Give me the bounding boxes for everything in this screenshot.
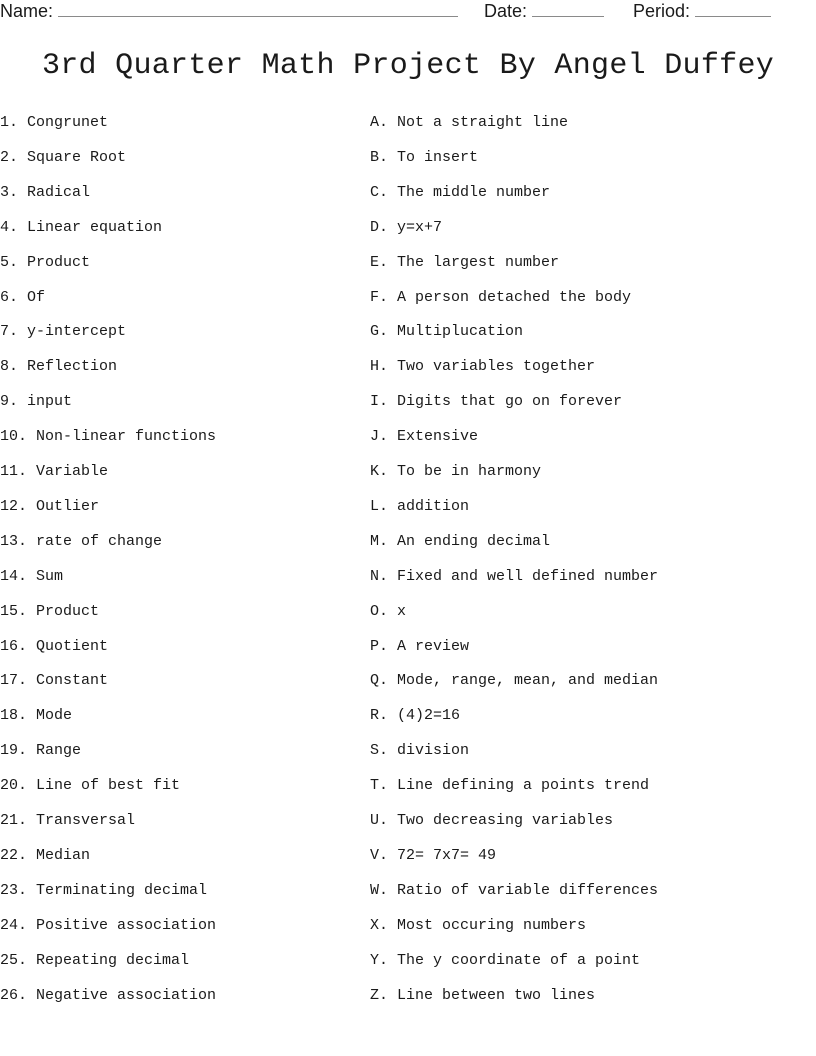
term-text: 5. Product bbox=[0, 253, 91, 271]
term-text: 19. Range bbox=[0, 742, 82, 760]
definition-text: Z. Line between two lines bbox=[370, 986, 596, 1004]
term-text: 13. rate of change bbox=[0, 532, 163, 550]
page-title: 3rd Quarter Math Project By Angel Duffey bbox=[41, 49, 775, 83]
list-item bbox=[0, 845, 816, 867]
list-item bbox=[0, 287, 816, 309]
term-text: 16. Quotient bbox=[0, 637, 109, 655]
date-label: Date: bbox=[484, 1, 528, 21]
definition-text: H. Two variables together bbox=[370, 358, 596, 376]
list-item bbox=[0, 705, 816, 727]
list-item bbox=[0, 880, 816, 902]
definition-text: V. 72= 7x7= 49 bbox=[370, 846, 497, 864]
date-blank-line bbox=[532, 2, 604, 17]
worksheet-header bbox=[0, 0, 816, 24]
list-item bbox=[0, 356, 816, 378]
definition-text: P. A review bbox=[370, 637, 470, 655]
term-text: 10. Non-linear functions bbox=[0, 428, 217, 446]
list-item bbox=[0, 601, 816, 623]
list-item bbox=[0, 147, 816, 169]
term-text: 3. Radical bbox=[0, 183, 91, 201]
list-item bbox=[0, 496, 816, 518]
list-item bbox=[0, 985, 816, 1007]
definition-text: S. division bbox=[370, 742, 470, 760]
definition-text: K. To be in harmony bbox=[370, 463, 542, 480]
definition-text: D. y=x+7 bbox=[370, 218, 443, 236]
definition-text: X. Most occuring numbers bbox=[370, 916, 587, 934]
term-text: 23. Terminating decimal bbox=[0, 881, 208, 899]
definition-text: A. Not a straight line bbox=[370, 114, 569, 131]
name-field bbox=[0, 0, 458, 22]
name-blank-line bbox=[58, 2, 458, 17]
list-item bbox=[0, 252, 816, 274]
list-item bbox=[0, 566, 816, 588]
term-text: 4. Linear equation bbox=[0, 218, 163, 236]
definition-text: B. To insert bbox=[370, 148, 479, 166]
term-text: 18. Mode bbox=[0, 707, 73, 725]
list-item bbox=[0, 426, 816, 448]
definition-text: I. Digits that go on forever bbox=[370, 393, 623, 411]
term-text: 9. input bbox=[0, 393, 73, 411]
term-text: 7. y-intercept bbox=[0, 323, 127, 341]
list-item bbox=[0, 810, 816, 832]
list-item bbox=[0, 531, 816, 553]
definition-text: E. The largest number bbox=[370, 253, 560, 271]
list-item bbox=[0, 636, 816, 658]
definition-text: C. The middle number bbox=[370, 183, 551, 201]
list-item bbox=[0, 670, 816, 692]
definition-text: U. Two decreasing variables bbox=[370, 812, 614, 829]
term-text: 22. Median bbox=[0, 846, 91, 864]
term-text: 21. Transversal bbox=[0, 812, 136, 829]
list-item bbox=[0, 461, 816, 483]
definition-text: N. Fixed and well defined number bbox=[370, 567, 659, 585]
list-item bbox=[0, 182, 816, 204]
term-text: 12. Outlier bbox=[0, 497, 100, 515]
list-item bbox=[0, 950, 816, 972]
name-label: Name: bbox=[0, 1, 54, 21]
definition-text: O. x bbox=[370, 602, 407, 620]
definition-text: L. addition bbox=[370, 497, 470, 515]
term-text: 20. Line of best fit bbox=[0, 777, 181, 795]
definition-text: M. An ending decimal bbox=[370, 532, 551, 550]
list-item bbox=[0, 915, 816, 937]
list-item bbox=[0, 740, 816, 762]
list-item bbox=[0, 391, 816, 413]
term-text: 17. Constant bbox=[0, 672, 109, 690]
period-blank-line bbox=[695, 2, 771, 17]
term-text: 14. Sum bbox=[0, 567, 64, 585]
definition-text: W. Ratio of variable differences bbox=[370, 881, 659, 899]
definition-text: T. Line defining a points trend bbox=[370, 777, 650, 795]
date-field bbox=[484, 0, 604, 22]
list-item bbox=[0, 112, 816, 134]
definition-text: Q. Mode, range, mean, and median bbox=[370, 672, 659, 690]
definition-text: R. (4)2=16 bbox=[370, 707, 461, 725]
term-text: 1. Congrunet bbox=[0, 114, 109, 131]
definition-text: J. Extensive bbox=[370, 428, 479, 446]
definition-text: G. Multiplucation bbox=[370, 323, 524, 341]
term-text: 11. Variable bbox=[0, 463, 109, 480]
definition-text: Y. The y coordinate of a point bbox=[370, 951, 641, 969]
term-text: 15. Product bbox=[0, 602, 100, 620]
term-text: 6. Of bbox=[0, 288, 46, 306]
definition-text: F. A person detached the body bbox=[370, 288, 632, 306]
list-item bbox=[0, 217, 816, 239]
term-text: 2. Square Root bbox=[0, 148, 127, 166]
period-label: Period: bbox=[633, 1, 691, 21]
term-text: 8. Reflection bbox=[0, 358, 118, 376]
term-text: 25. Repeating decimal bbox=[0, 951, 190, 969]
list-item bbox=[0, 775, 816, 797]
term-text: 24. Positive association bbox=[0, 916, 217, 934]
period-field bbox=[633, 0, 771, 22]
list-item bbox=[0, 321, 816, 343]
term-text: 26. Negative association bbox=[0, 986, 217, 1004]
